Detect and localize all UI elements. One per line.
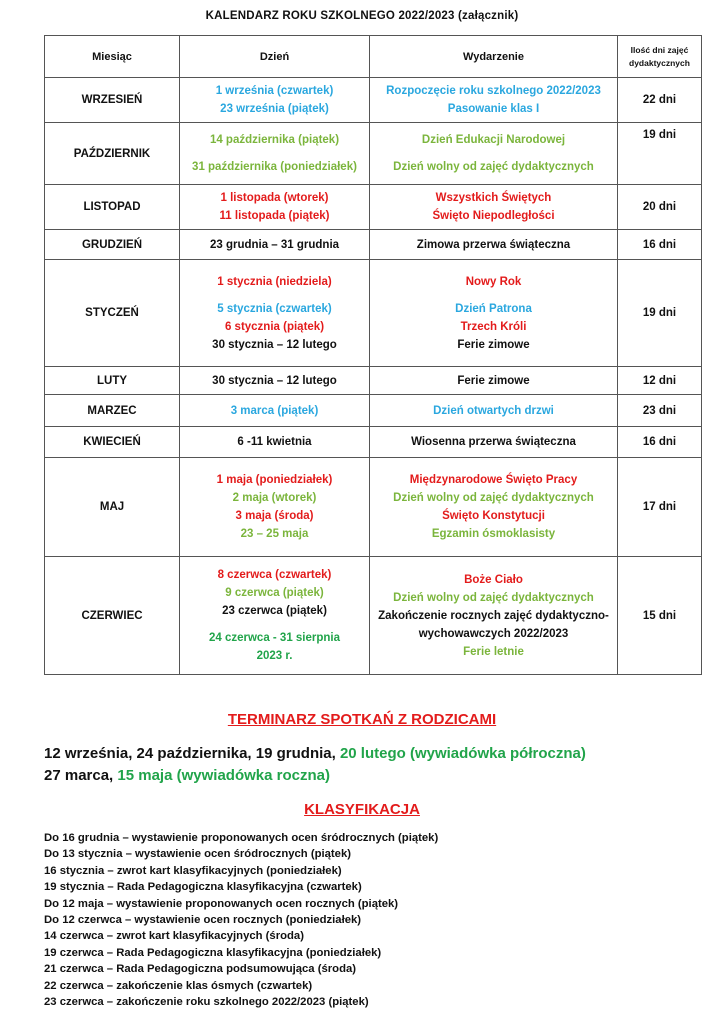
event-line: Pasowanie klas I <box>447 103 540 115</box>
date-line: 6 stycznia (piątek) <box>224 320 325 333</box>
dates-cell <box>180 557 370 675</box>
list-item: 14 czerwca – zwrot kart klasyfikacyjnych (środa) <box>44 930 304 943</box>
meetings-line-1 <box>44 745 586 762</box>
list-item: 22 czerwca – zakończenie klas ósmych (czwartek) <box>44 979 313 992</box>
table-row <box>45 367 702 395</box>
event-line: Święto Niepodległości <box>432 210 555 222</box>
meetings-semester-date: 20 lutego (wywiadówka półroczna) <box>339 745 586 762</box>
events-cell <box>370 185 618 230</box>
month-cell: GRUDZIEŃ <box>45 230 180 260</box>
dates-cell <box>180 260 370 367</box>
table-row <box>45 557 702 675</box>
event-line: Dzień Edukacji Narodowej <box>421 134 566 146</box>
date-line: 1 września (czwartek) <box>215 85 334 97</box>
month-cell: STYCZEŃ <box>45 260 180 367</box>
events-cell <box>370 260 618 367</box>
meetings-dates: 27 marca, <box>44 767 118 784</box>
days-count-cell: 16 dni <box>618 427 702 458</box>
date-line: 23 – 25 maja <box>240 528 309 540</box>
event-line: Trzech Króli <box>460 320 527 333</box>
days-count-cell: 12 dni <box>618 367 702 395</box>
table-row <box>45 230 702 260</box>
month-cell: MAJ <box>45 458 180 557</box>
table-row <box>45 260 702 367</box>
date-line: 23 czerwca (piątek) <box>222 605 327 617</box>
event-line: wychowawczych 2022/2023 <box>418 627 569 640</box>
events-cell <box>370 557 618 675</box>
date-line: 1 listopada (wtorek) <box>220 192 329 204</box>
month-cell: MARZEC <box>45 395 180 427</box>
event-line: Zakończenie rocznych zajęć dydaktyczno- <box>378 609 609 622</box>
dates-cell <box>180 185 370 230</box>
list-item: 16 stycznia – zwrot kart klasyfikacyjnych (poniedziałek) <box>44 864 342 877</box>
list-item: Do 12 czerwca – wystawienie ocen rocznych (poniedziałek) <box>44 914 362 927</box>
calendar-table <box>44 35 702 675</box>
event-line: Święto Konstytucji <box>442 510 545 522</box>
date-line: 24 czerwca - 31 sierpnia <box>208 632 341 644</box>
event-line: Nowy Rok <box>465 275 522 288</box>
list-item: 23 czerwca – zakończenie roku szkolnego 2022/2023 (piątek) <box>44 996 369 1009</box>
date-line: 14 października (piątek) <box>209 134 340 146</box>
table-header-row <box>45 36 702 78</box>
event-line: Dzień wolny od zajęć dydaktycznych <box>393 492 594 504</box>
date-line: 9 czerwca (piątek) <box>225 587 324 599</box>
event-line: Wszystkich Świętych <box>435 192 552 204</box>
event-line: Egzamin ósmoklasisty <box>431 528 556 540</box>
days-count-cell: 15 dni <box>618 557 702 675</box>
events-cell <box>370 78 618 123</box>
dates-cell: 23 grudnia – 31 grudnia <box>180 230 370 260</box>
meetings-title: TERMINARZ SPOTKAŃ Z RODZICAMI <box>227 711 497 728</box>
list-item: 19 stycznia – Rada Pedagogiczna klasyfikacyjna (czwartek) <box>44 881 362 894</box>
date-line: 3 maja (środa) <box>235 510 314 522</box>
days-count-cell: 19 dni <box>618 123 702 185</box>
classification-list <box>44 830 438 1010</box>
table-row <box>45 395 702 427</box>
dates-cell: 30 stycznia – 12 lutego <box>180 367 370 395</box>
date-line: 1 maja (poniedziałek) <box>216 474 333 486</box>
days-count-cell: 17 dni <box>618 458 702 557</box>
date-line: 30 stycznia – 12 lutego <box>212 338 337 351</box>
month-cell: LUTY <box>45 367 180 395</box>
date-line: 23 września (piątek) <box>220 103 329 115</box>
event-line: Międzynarodowe Święto Pracy <box>409 474 578 486</box>
list-item: Do 13 stycznia – wystawienie ocen śródrocznych (piątek) <box>44 848 352 861</box>
meetings-dates: 12 września, 24 października, 19 grudnia, <box>44 745 340 762</box>
dates-cell <box>180 123 370 185</box>
date-line: 2 maja (wtorek) <box>232 492 317 504</box>
days-count-cell: 22 dni <box>618 78 702 123</box>
table-row <box>45 427 702 458</box>
table-row <box>45 123 702 185</box>
events-cell: Zimowa przerwa świąteczna <box>370 230 618 260</box>
dates-cell: 3 marca (piątek) <box>180 395 370 427</box>
header-day: Dzień <box>180 36 370 78</box>
event-line: Dzień wolny od zajęć dydaktycznych <box>393 591 594 604</box>
date-line: 11 listopada (piątek) <box>219 210 330 222</box>
meetings-line-2 <box>44 767 330 784</box>
days-count-cell: 19 dni <box>618 260 702 367</box>
header-days-line2: dydaktycznych <box>629 57 690 68</box>
document-title: KALENDARZ ROKU SZKOLNEGO 2022/2023 (załącznik) <box>205 10 519 22</box>
date-line: 31 października (poniedziałek) <box>192 161 357 173</box>
event-line: Ferie zimowe <box>457 338 530 351</box>
dates-cell <box>180 458 370 557</box>
month-cell: PAŹDZIERNIK <box>45 123 180 185</box>
events-cell: Ferie zimowe <box>370 367 618 395</box>
classification-title: KLASYFIKACJA <box>304 801 420 818</box>
date-line: 1 stycznia (niedziela) <box>217 275 332 288</box>
month-cell: LISTOPAD <box>45 185 180 230</box>
event-line: Rozpoczęcie roku szkolnego 2022/2023 <box>386 85 601 97</box>
dates-cell: 6 -11 kwietnia <box>180 427 370 458</box>
dates-cell <box>180 78 370 123</box>
header-days-line1: Ilość dni zajęć <box>630 44 689 55</box>
header-event: Wydarzenie <box>370 36 618 78</box>
list-item: 21 czerwca – Rada Pedagogiczna podsumowująca (środa) <box>44 963 357 976</box>
table-row <box>45 78 702 123</box>
days-count-cell: 16 dni <box>618 230 702 260</box>
event-line: Boże Ciało <box>464 573 523 586</box>
month-cell: CZERWIEC <box>45 557 180 675</box>
list-item: Do 16 grudnia – wystawienie proponowanych ocen śródrocznych (piątek) <box>44 832 439 844</box>
events-cell: Wiosenna przerwa świąteczna <box>370 427 618 458</box>
header-month: Miesiąc <box>45 36 180 78</box>
date-line: 2023 r. <box>256 650 293 662</box>
date-line: 5 stycznia (czwartek) <box>217 302 332 315</box>
meetings-annual-date: 15 maja (wywiadówka roczna) <box>117 767 330 784</box>
events-cell <box>370 458 618 557</box>
table-row <box>45 458 702 557</box>
month-cell: WRZESIEŃ <box>45 78 180 123</box>
event-line: Ferie letnie <box>463 645 524 658</box>
list-item: Do 12 maja – wystawienie proponowanych ocen rocznych (piątek) <box>44 897 399 910</box>
event-line: Dzień Patrona <box>455 302 532 315</box>
header-days-count <box>618 36 702 78</box>
date-line: 8 czerwca (czwartek) <box>217 569 332 581</box>
days-count-cell: 23 dni <box>618 395 702 427</box>
events-cell <box>370 123 618 185</box>
month-cell: KWIECIEŃ <box>45 427 180 458</box>
table-row <box>45 185 702 230</box>
event-line: Dzień wolny od zajęć dydaktycznych <box>393 161 594 173</box>
days-count-cell: 20 dni <box>618 185 702 230</box>
events-cell: Dzień otwartych drzwi <box>370 395 618 427</box>
list-item: 19 czerwca – Rada Pedagogiczna klasyfikacyjna (poniedziałek) <box>44 946 382 959</box>
